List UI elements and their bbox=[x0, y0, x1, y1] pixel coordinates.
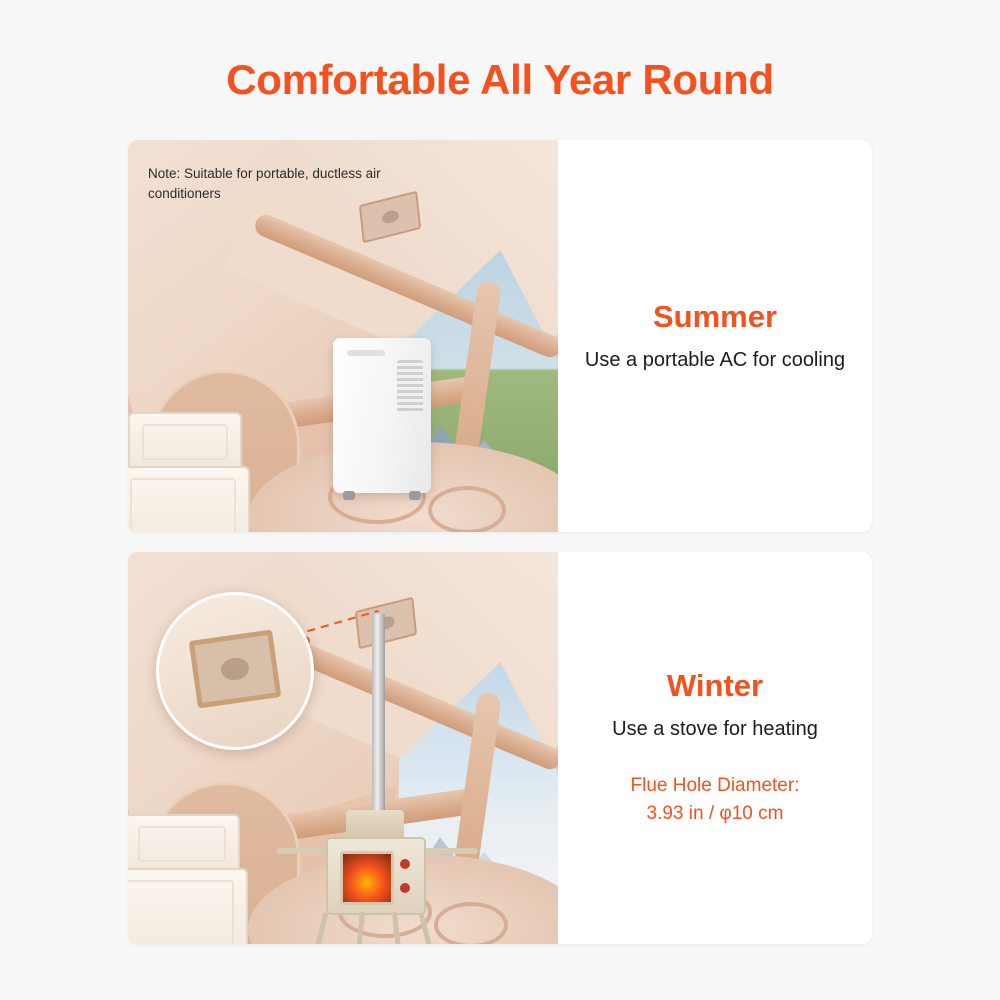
stove-top-plate bbox=[346, 810, 404, 840]
storage-box-top bbox=[128, 814, 240, 874]
stove-knob bbox=[400, 883, 410, 893]
storage-box-top bbox=[128, 412, 242, 472]
ac-control-panel bbox=[347, 350, 385, 356]
flue-hole-zoom-callout bbox=[156, 592, 314, 750]
ac-caster bbox=[343, 491, 355, 500]
flue-hole-detail-icon bbox=[189, 629, 282, 708]
stove-fire-window bbox=[340, 851, 394, 905]
winter-caption bbox=[558, 552, 872, 944]
ac-caster bbox=[409, 491, 421, 500]
summer-photo bbox=[128, 140, 558, 532]
summer-subtitle: Use a portable AC for cooling bbox=[584, 349, 846, 371]
flue-diameter-label: Flue Hole Diameter: bbox=[630, 775, 800, 797]
winter-photo bbox=[128, 552, 558, 944]
storage-box-bottom bbox=[128, 868, 248, 944]
flue-diameter-spec bbox=[631, 772, 800, 827]
storage-box-panel bbox=[128, 880, 234, 944]
stove-side-shelf-right bbox=[418, 848, 478, 854]
rug-pattern-circle bbox=[434, 902, 508, 944]
winter-title: Winter bbox=[666, 668, 764, 704]
stove-knob bbox=[400, 859, 410, 869]
winter-subtitle: Use a stove for heating bbox=[612, 718, 818, 741]
ac-vent-grill bbox=[397, 360, 423, 412]
storage-box-bottom bbox=[128, 466, 250, 532]
flue-diameter-value: 3.93 in / φ10 cm bbox=[646, 803, 784, 824]
summer-title: Summer bbox=[652, 299, 778, 334]
storage-box-panel bbox=[142, 424, 228, 460]
rug-pattern-circle bbox=[428, 486, 506, 532]
portable-air-conditioner bbox=[333, 338, 431, 493]
tent-interior-scene-winter bbox=[128, 552, 558, 944]
storage-box-panel bbox=[138, 826, 226, 862]
page-title: Comfortable All Year Round bbox=[226, 56, 774, 103]
summer-caption bbox=[558, 140, 872, 532]
storage-box-panel bbox=[130, 478, 236, 532]
summer-note: Note: Suitable for portable, ductless air conditioners bbox=[148, 166, 381, 201]
summer-card bbox=[128, 140, 872, 532]
winter-card bbox=[128, 552, 872, 944]
wood-stove-body bbox=[326, 837, 426, 915]
